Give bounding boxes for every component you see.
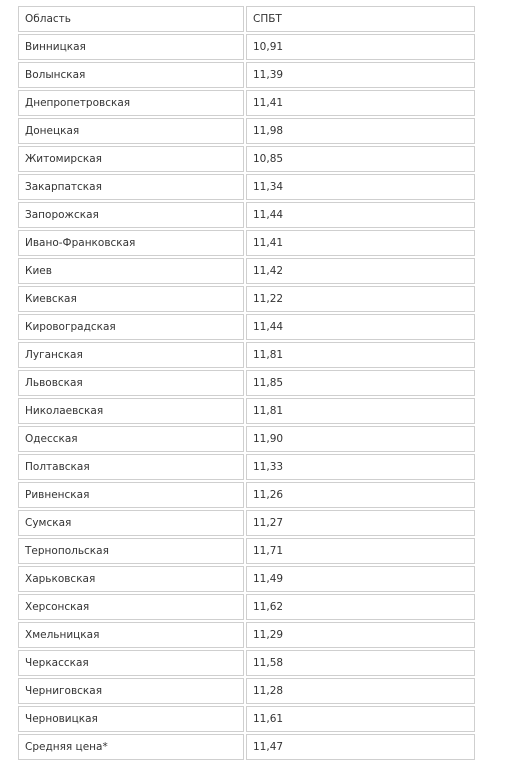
table-row: [18, 678, 475, 704]
spbt-price-cell: 11,34: [246, 174, 475, 200]
table-row: [18, 706, 475, 732]
price-table: [16, 4, 477, 762]
table-row: [18, 202, 475, 228]
region-name-cell: Николаевская: [18, 398, 244, 424]
table-row: [18, 566, 475, 592]
table-row: [18, 174, 475, 200]
spbt-price-cell: 11,81: [246, 342, 475, 368]
region-name-cell: Черновицкая: [18, 706, 244, 732]
header-spbt: СПБТ: [246, 6, 475, 32]
table-row: [18, 146, 475, 172]
table-body: [18, 6, 475, 760]
region-name-cell: Ивано-Франковская: [18, 230, 244, 256]
region-name-cell: Киевская: [18, 286, 244, 312]
region-name-cell: Житомирская: [18, 146, 244, 172]
table-row: [18, 286, 475, 312]
region-name-cell: Ривненская: [18, 482, 244, 508]
table-row: [18, 594, 475, 620]
spbt-price-cell: 11,47: [246, 734, 475, 760]
spbt-price-cell: 11,22: [246, 286, 475, 312]
spbt-price-cell: 11,81: [246, 398, 475, 424]
spbt-price-cell: 11,49: [246, 566, 475, 592]
table-row: [18, 62, 475, 88]
table-row: [18, 370, 475, 396]
spbt-price-cell: 11,41: [246, 230, 475, 256]
table-row: [18, 622, 475, 648]
region-name-cell: Луганская: [18, 342, 244, 368]
table-row: [18, 230, 475, 256]
region-name-cell: Киев: [18, 258, 244, 284]
spbt-price-cell: 11,29: [246, 622, 475, 648]
region-name-cell: Харьковская: [18, 566, 244, 592]
table-row: [18, 314, 475, 340]
table-row: [18, 342, 475, 368]
region-name-cell: Запорожская: [18, 202, 244, 228]
spbt-price-cell: 11,61: [246, 706, 475, 732]
region-name-cell: Закарпатская: [18, 174, 244, 200]
spbt-price-cell: 11,62: [246, 594, 475, 620]
table-row: [18, 734, 475, 760]
table-row: [18, 426, 475, 452]
table-row: [18, 454, 475, 480]
spbt-price-cell: 11,28: [246, 678, 475, 704]
region-name-cell: Донецкая: [18, 118, 244, 144]
header-region: Область: [18, 6, 244, 32]
region-name-cell: Кировоградская: [18, 314, 244, 340]
spbt-price-cell: 11,98: [246, 118, 475, 144]
table-row: [18, 258, 475, 284]
spbt-price-cell: 11,85: [246, 370, 475, 396]
region-name-cell: Одесская: [18, 426, 244, 452]
spbt-price-cell: 11,71: [246, 538, 475, 564]
spbt-price-cell: 11,33: [246, 454, 475, 480]
region-name-cell: Херсонская: [18, 594, 244, 620]
spbt-price-cell: 11,39: [246, 62, 475, 88]
spbt-price-cell: 11,41: [246, 90, 475, 116]
region-name-cell: Средняя цена*: [18, 734, 244, 760]
region-name-cell: Хмельницкая: [18, 622, 244, 648]
table-row: [18, 34, 475, 60]
region-name-cell: Винницкая: [18, 34, 244, 60]
table-header-row: [18, 6, 475, 32]
region-name-cell: Львовская: [18, 370, 244, 396]
region-name-cell: Черниговская: [18, 678, 244, 704]
spbt-price-cell: 10,91: [246, 34, 475, 60]
spbt-price-cell: 11,42: [246, 258, 475, 284]
spbt-price-cell: 11,26: [246, 482, 475, 508]
spbt-price-cell: 11,90: [246, 426, 475, 452]
table-row: [18, 482, 475, 508]
table-row: [18, 538, 475, 564]
table-row: [18, 650, 475, 676]
region-name-cell: Полтавская: [18, 454, 244, 480]
region-name-cell: Волынская: [18, 62, 244, 88]
table-row: [18, 398, 475, 424]
table-row: [18, 510, 475, 536]
spbt-price-cell: 11,44: [246, 202, 475, 228]
price-table-container: [16, 4, 477, 762]
spbt-price-cell: 11,44: [246, 314, 475, 340]
region-name-cell: Сумская: [18, 510, 244, 536]
region-name-cell: Черкасская: [18, 650, 244, 676]
spbt-price-cell: 11,27: [246, 510, 475, 536]
spbt-price-cell: 11,58: [246, 650, 475, 676]
table-row: [18, 118, 475, 144]
table-row: [18, 90, 475, 116]
region-name-cell: Днепропетровская: [18, 90, 244, 116]
spbt-price-cell: 10,85: [246, 146, 475, 172]
region-name-cell: Тернопольская: [18, 538, 244, 564]
